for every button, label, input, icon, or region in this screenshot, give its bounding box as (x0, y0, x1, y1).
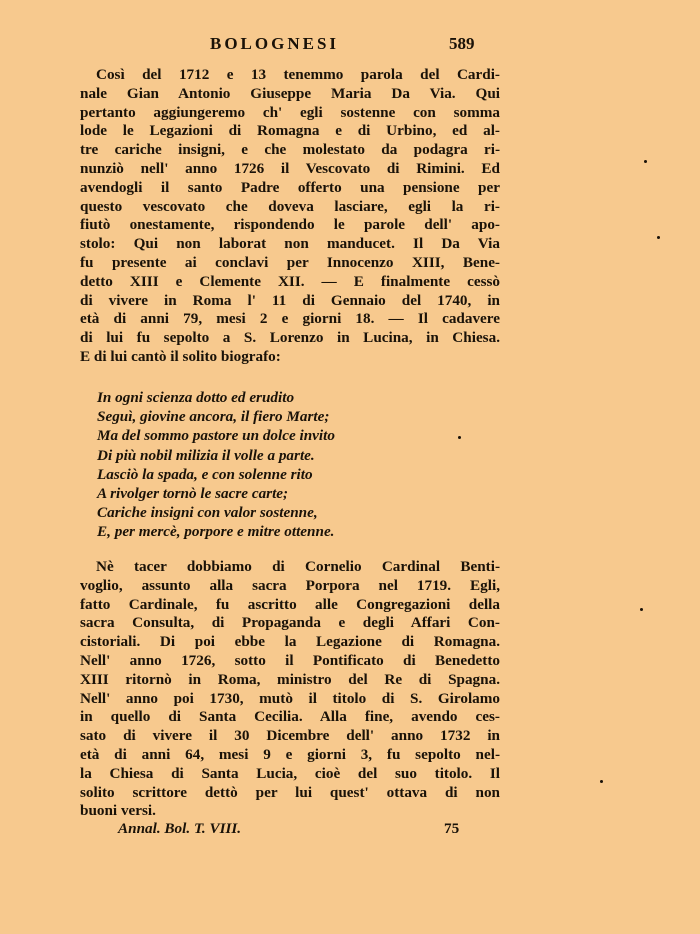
page-number: 589 (449, 34, 475, 53)
print-speck (458, 436, 461, 439)
text-line: voglio, assunto alla sacra Porpora nel 1719. Egli, (80, 576, 500, 594)
verse-line: Di più nobil milizia il volle a parte. (97, 446, 315, 464)
text-line: tre cariche insigni, e che molestato da podagra ri- (80, 141, 500, 159)
text-line: E di lui cantò il solito biografo: (80, 347, 281, 365)
verse-line: Ma del sommo pastore un dolce invito (97, 427, 335, 445)
paragraph-cardinal-bentivoglio (80, 558, 500, 821)
text-line: stolo: Qui non laborat non manducet. Il Da Via (80, 235, 500, 253)
signature-label: Annal. Bol. T. VIII. (118, 820, 242, 837)
print-speck (644, 160, 647, 163)
text-line: età di anni 64, mesi 9 e giorni 3, fu sepolto nel- (80, 745, 500, 763)
text-line: lode le Legazioni di Romagna e di Urbino, ed al- (80, 122, 500, 140)
text-line: questo vescovato che doveva lasciare, egli la ri- (80, 197, 500, 215)
verse-line: E, per mercè, porpore e mitre ottenne. (97, 523, 335, 541)
text-line: XIII ritornò in Roma, ministro del Re di Spagna. (80, 670, 500, 688)
text-line: buoni versi. (80, 802, 156, 820)
text-line: nale Gian Antonio Giuseppe Maria Da Via. Qui (80, 84, 500, 102)
text-line: la Chiesa di Santa Lucia, cioè del suo titolo. Il (80, 764, 500, 782)
text-line: età di anni 79, mesi 2 e giorni 18. — Il cadavere (80, 310, 500, 328)
running-title: BOLOGNESI (210, 34, 340, 53)
verse-line: Lasciò la spada, e con solenne rito (97, 465, 313, 483)
text-line: Nell' anno 1726, sotto il Pontificato di Benedetto (80, 651, 500, 669)
text-line: di lui fu sepolto a S. Lorenzo in Lucina, in Chiesa. (80, 329, 500, 347)
text-line: cistoriali. Di poi ebbe la Legazione di Romagna. (80, 633, 500, 651)
text-line: pertanto aggiungeremo ch' egli sostenne con somma (80, 103, 500, 121)
text-line: Nell' anno poi 1730, mutò il titolo di S. Girolamo (80, 689, 500, 707)
page-footer (0, 820, 700, 842)
print-speck (657, 236, 660, 239)
text-line: fu presente ai conclavi per Innocenzo XIII, Bene- (80, 253, 500, 271)
text-line: fiutò onestamente, rispondendo le parole dell' apo- (80, 216, 500, 234)
text-line: avendogli il santo Padre offerto una pensione per (80, 178, 500, 196)
text-line: di vivere in Roma l' 11 di Gennaio del 1740, in (80, 291, 500, 309)
text-line: Nè tacer dobbiamo di Cornelio Cardinal Benti- (96, 558, 500, 575)
page-header (0, 34, 700, 56)
verse-line: Seguì, giovine ancora, il fiero Marte; (97, 408, 330, 426)
text-line: fatto Cardinale, fu ascritto alle Congregazioni della (80, 595, 500, 613)
signature-number: 75 (444, 820, 460, 837)
print-speck (640, 608, 643, 611)
verse-line: A rivolger tornò le sacre carte; (97, 484, 289, 502)
verse-stanza (97, 388, 437, 542)
paragraph-cardinal-da-via (80, 66, 500, 367)
text-line: Così del 1712 e 13 tenemmo parola del Cardi- (96, 66, 500, 83)
text-line: nunziò nell' anno 1726 il Vescovato di Rimini. Ed (80, 159, 500, 177)
text-line: detto XIII e Clemente XII. — E finalmente cessò (80, 272, 500, 290)
text-line: sacra Consulta, di Propaganda e degli Affari Con- (80, 614, 500, 632)
verse-line: Cariche insigni con valor sostenne, (97, 504, 318, 522)
verse-line: In ogni scienza dotto ed erudito (97, 389, 295, 406)
text-line: solito scrittore dettò per lui quest' ottava di non (80, 783, 500, 801)
text-line: in quello di Santa Cecilia. Alla fine, avendo ces- (80, 708, 500, 726)
print-speck (600, 780, 603, 783)
text-line: sato di vivere il 30 Dicembre dell' anno 1732 in (80, 727, 500, 745)
